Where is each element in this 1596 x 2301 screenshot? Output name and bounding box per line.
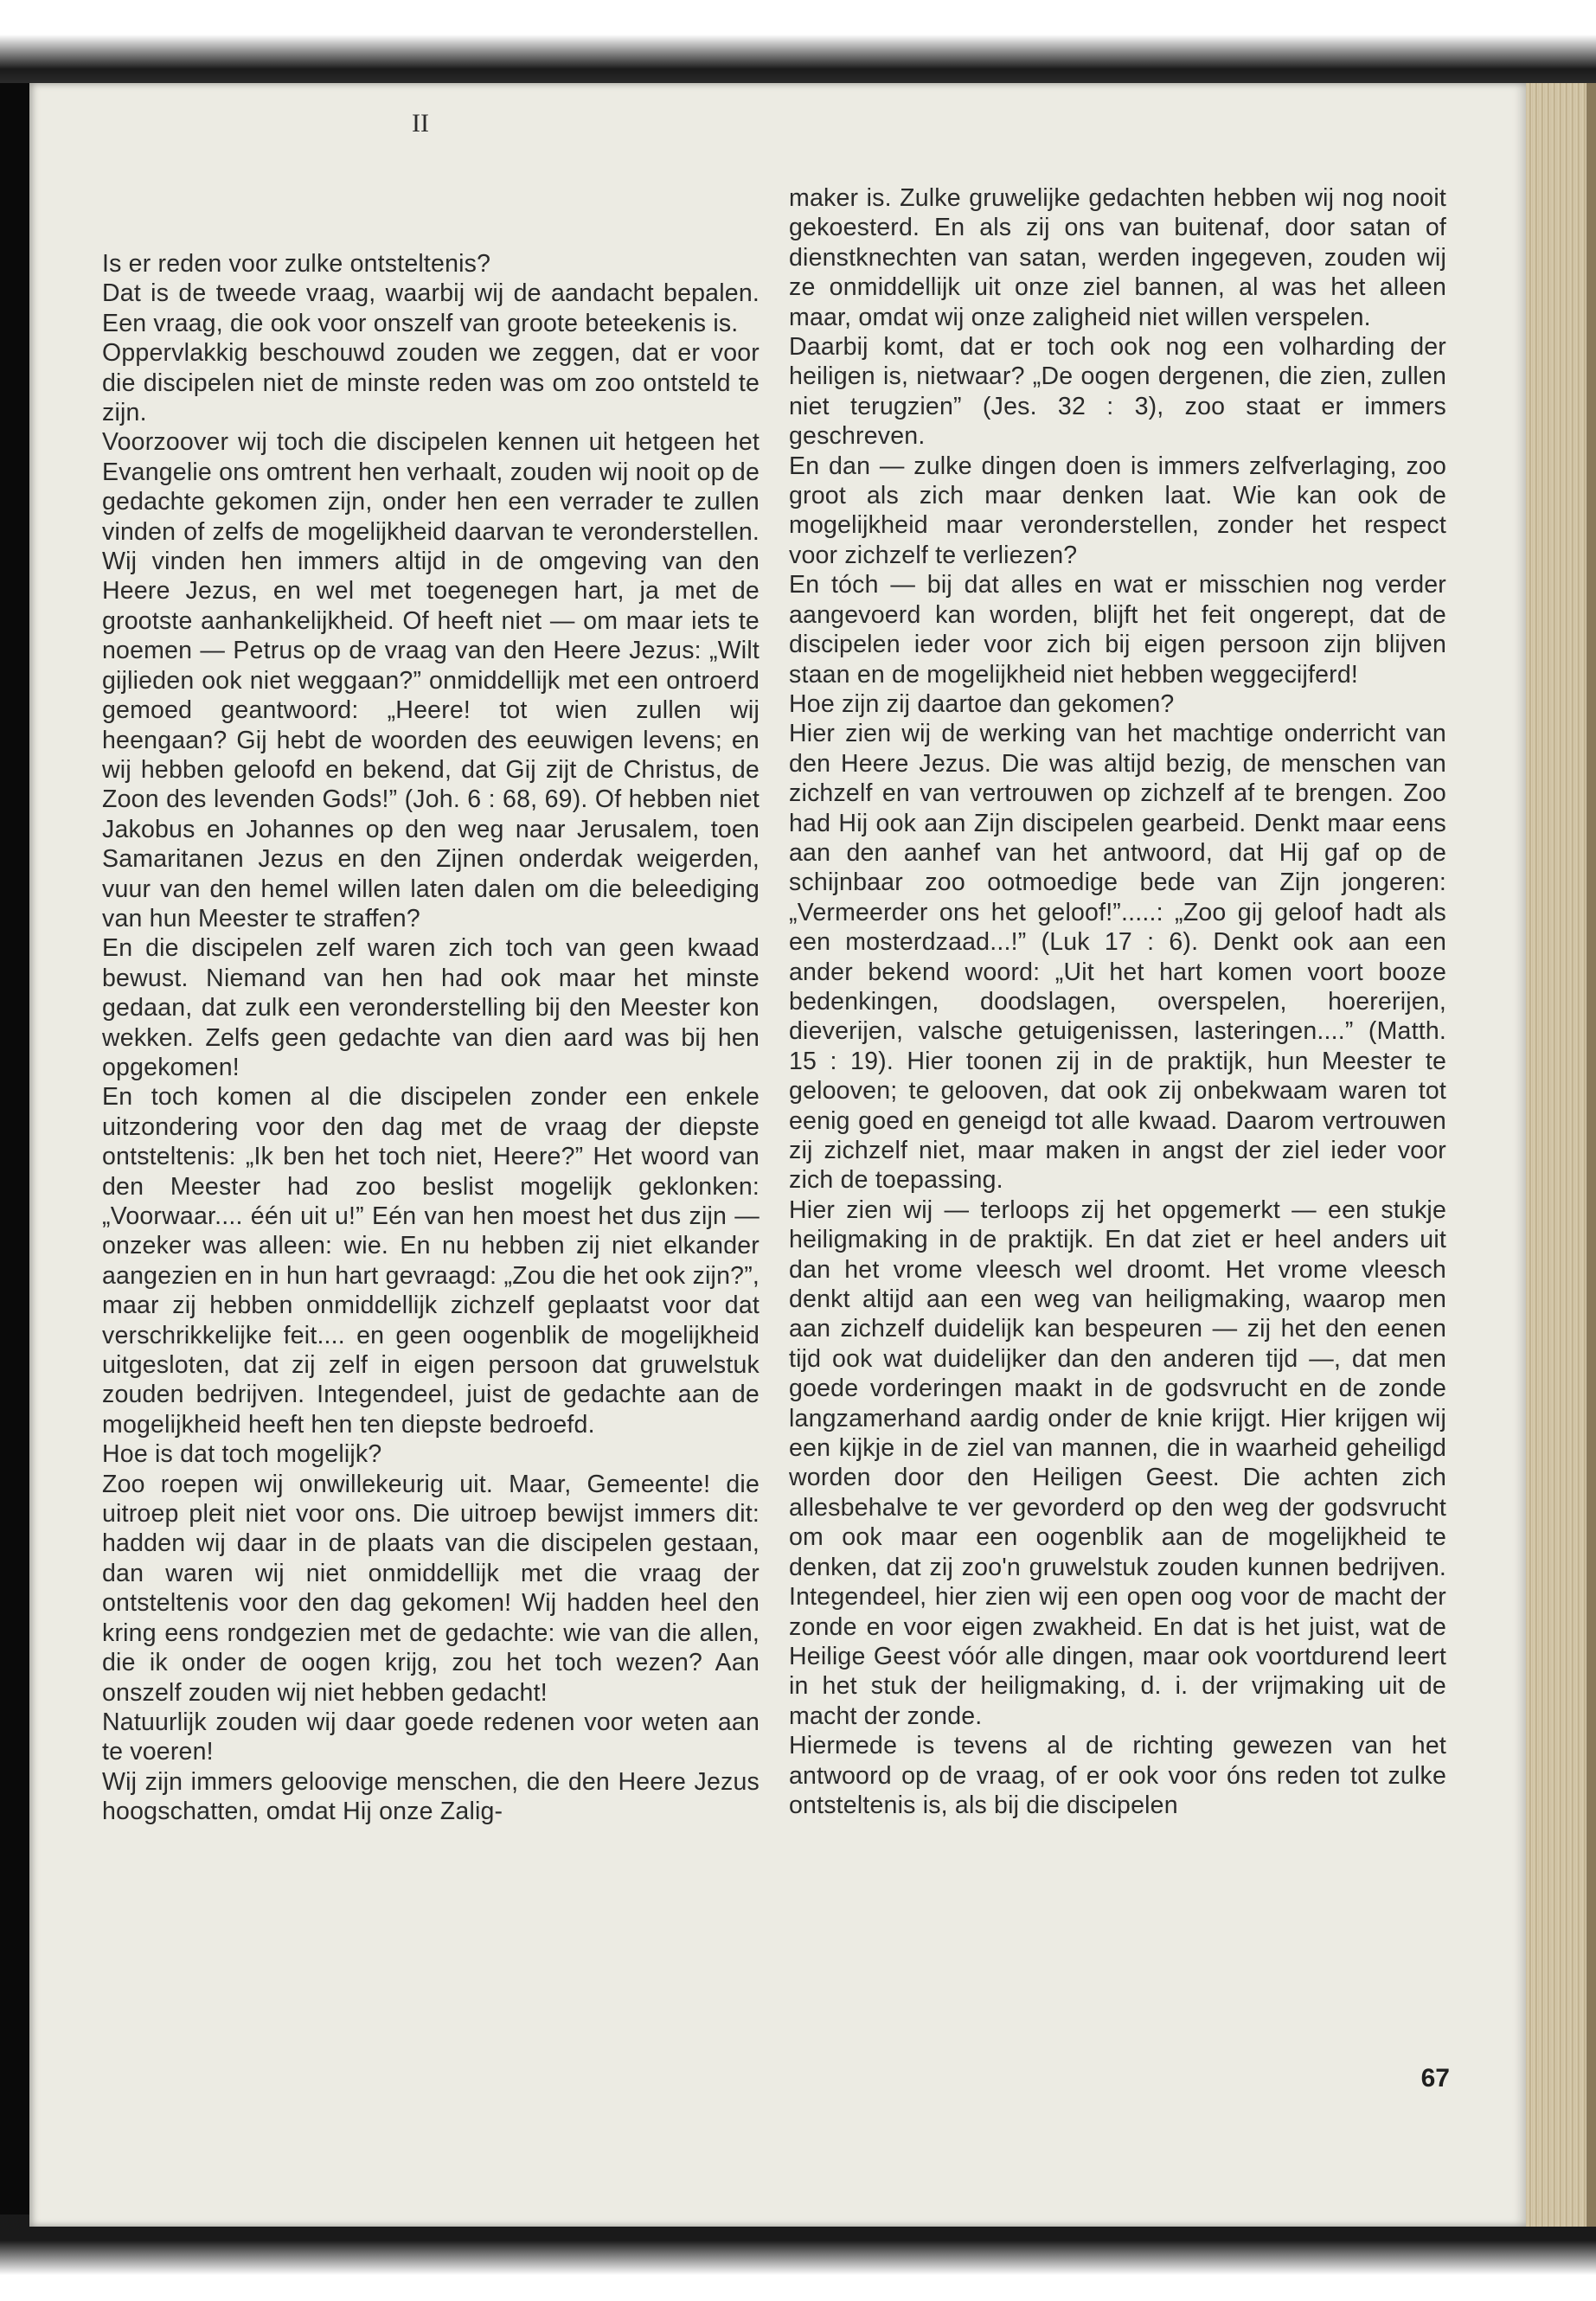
paragraph: Dat is de tweede vraag, waarbij wij de aandacht bepalen. Een vraag, die ook voor onszelf van groote beteekenis is.	[102, 279, 760, 337]
paragraph: maker is. Zulke gruwelijke gedachten hebben wij nog nooit gekoesterd. En als zij ons van buitenaf, door satan of dienstknechten van satan, werden ingegeven, zouden wij ze onmiddellijk uit onze ziel bannen, al was het alleen maar, omdat wij onze zaligheid niet willen verspelen.	[789, 184, 1446, 331]
paragraph: Hoe zijn zij daartoe dan gekomen?	[789, 689, 1175, 718]
paragraph: En die discipelen zelf waren zich toch van geen kwaad bewust. Niemand van hen had ook maar het minste gedaan, dat zulk een veronderstelling bij den Meester kon wekken. Zelfs geen gedachte van dien aard was bij hen opgekomen!	[102, 934, 760, 1081]
paragraph: Hoe is dat toch mogelijk?	[102, 1440, 382, 1469]
paragraph: Natuurlijk zouden wij daar goede redenen voor weten aan te voeren!	[102, 1708, 760, 1766]
section-number: II	[412, 109, 429, 138]
paragraph: Wij zijn immers geloovige menschen, die den Heere Jezus hoogschatten, omdat Hij onze Zalig-	[102, 1767, 760, 1826]
scan-top-border	[0, 0, 1596, 83]
paragraph: Voorzoover wij toch die discipelen kennen uit hetgeen het Evangelie ons omtrent hen verhaalt, zouden wij nooit op de gedachte gekomen zijn, onder hen een verrader te zullen vinden of zelfs de mogelijkheid daarvan te veronderstellen. Wij vinden hen immers altijd in de omgeving van den Heere Jezus, en wel met toegenegen hart, ja met de grootste aanhankelijkheid. Of heeft niet — om maar iets te noemen — Petrus op de vraag van den Heere Jezus: „Wilt gijlieden ook niet weggaan?” onmiddellijk met een ontroerd gemoed geantwoord: „Heere! tot wien zullen wij heengaan? Gij hebt de woorden des eeuwigen levens; en wij hebben geloofd en bekend, dat Gij zijt de Christus, de Zoon des levenden Gods!” (Joh. 6 : 68, 69). Of hebben niet Jakobus en Johannes op den weg naar Jerusalem, toen Samaritanen Jezus en den Zijnen onderdak weigerden, vuur van den hemel willen laten dalen om die beleediging van hun Meester te straffen?	[102, 428, 760, 933]
page-edges	[1526, 83, 1586, 2227]
scan-bottom-border	[0, 2214, 1596, 2301]
paragraph: En toch komen al die discipelen zonder een enkele uitzondering voor den dag met de vraag der diepste ontsteltenis: „Ik ben het toch niet, Heere?” Het woord van den Meester had zoo beslist mogelijk geklonken: „Voorwaar.... één uit u!” Eén van hen moest het dus zijn — onzeker was alleen: wie. En nu hebben zij niet elkander aangezien en in hun hart gevraagd: „Zou die het ook zijn?”, maar zij hebben onmiddellijk zichzelf geplaatst voor dat verschrikkelijke feit.... en geen oogenblik de mogelijkheid uitgesloten, dat zij zelf in eigen persoon dat gruwelstuk zouden bedrijven. Integendeel, juist de gedachte aan de mogelijkheid heeft hen ten diepste bedroefd.	[102, 1083, 760, 1439]
paragraph: Oppervlakkig beschouwd zouden we zeggen, dat er voor die discipelen niet de minste reden was om zoo ontsteld te zijn.	[102, 339, 760, 427]
book-cover-edge	[1586, 83, 1596, 2227]
book-spine-shadow	[0, 0, 29, 2301]
left-column	[102, 249, 760, 1827]
paragraph: Is er reden voor zulke ontsteltenis?	[102, 250, 491, 278]
paragraph: En dan — zulke dingen doen is immers zelfverlaging, zoo groot als zich maar denken laat. Wie kan ook de mogelijkheid maar veronderstellen, zonder het respect voor zichzelf te verliezen?	[789, 452, 1446, 569]
paragraph: Hiermede is tevens al de richting gewezen van het antwoord op de vraag, of er ook voor óns reden tot zulke ontsteltenis is, als bij die discipelen	[789, 1732, 1446, 1819]
page-number: 67	[1420, 2064, 1450, 2093]
right-column	[789, 183, 1446, 1820]
paragraph: Hier zien wij de werking van het machtige onderricht van den Heere Jezus. Die was altijd bezig, de menschen van zichzelf en van vertrouwen op zichzelf af te brengen. Zoo had Hij ook aan Zijn discipelen gearbeid. Denkt maar eens aan den aanhef van het antwoord, dat Hij gaf op de schijnbaar zoo ootmoedige bede van Zijn jongeren: „Vermeerder ons het geloof!”.....: „Zoo gij geloof hadt als een mosterdzaad...!” (Luk 17 : 6). Denkt ook aan een ander bekend woord: „Uit het hart komen voort booze bedenkingen, doodslagen, overspelen, hoererijen, dieverijen, valsche getuigenissen, lasteringen....” (Matth. 15 : 19). Hier toonen zij in de praktijk, hun Meester te gelooven; te gelooven, dat ook zij onbekwaam waren tot eenig goed en geneigd tot alle kwaad. Daarom vertrouwen zij zichzelf niet, maar maken in angst der ziel ieder voor zich de toepassing.	[789, 720, 1446, 1195]
paragraph: Daarbij komt, dat er toch ook nog een volharding der heiligen is, nietwaar? „De oogen dergenen, die zien, zullen niet terugzien” (Jes. 32 : 3), zoo staat er immers geschreven.	[789, 333, 1446, 451]
paragraph: En tóch — bij dat alles en wat er misschien nog verder aangevoerd kan worden, blijft het feit ongerept, dat de discipelen ieder voor zich bij eigen persoon zijn blijven staan en de mogelijkheid niet hebben weggecijferd!	[789, 571, 1446, 689]
paragraph: Hier zien wij — terloops zij het opgemerkt — een stukje heiligmaking in de praktijk. En dat ziet er heel anders uit dan het vrome vleesch wel droomt. Het vrome vleesch denkt altijd aan een weg van heiligmaking, waarop men aan zichzelf duidelijk kan bespeuren — zij het den eenen tijd ook wat duidelijker dan den anderen tijd —, dat men goede vorderingen maakt in de godsvrucht en de zonde langzamerhand aardig onder de knie krijgt. Hier krijgen wij een kijkje in de ziel van mannen, die in waarheid geheiligd worden door den Heiligen Geest. Die achten zich allesbehalve te ver gevorderd op den weg der godsvrucht om ook maar een oogenblik aan de mogelijkheid te denken, dat zij zoo'n gruwelstuk zouden kunnen bedrijven. Integendeel, hier zien wij een open oog voor de macht der zonde en voor eigen zwakheid. En dat is het juist, wat de Heilige Geest vóór alle dingen, maar ook voortdurend leert in het stuk der heiligmaking, d. i. der vrijmaking uit de macht der zonde.	[789, 1195, 1446, 1730]
paragraph: Zoo roepen wij onwillekeurig uit. Maar, Gemeente! die uitroep pleit niet voor ons. Die uitroep bewijst immers dit: hadden wij daar in de plaats van die discipelen gestaan, dan waren wij niet onmiddellijk met die vraag der ontsteltenis voor den dag gekomen! Wij hadden heel den kring eens rondgezien met de gedachte: wie van die allen, die ik onder de oogen krijg, zou het toch wezen? Aan onszelf zouden wij niet hebben gedacht!	[102, 1470, 760, 1707]
